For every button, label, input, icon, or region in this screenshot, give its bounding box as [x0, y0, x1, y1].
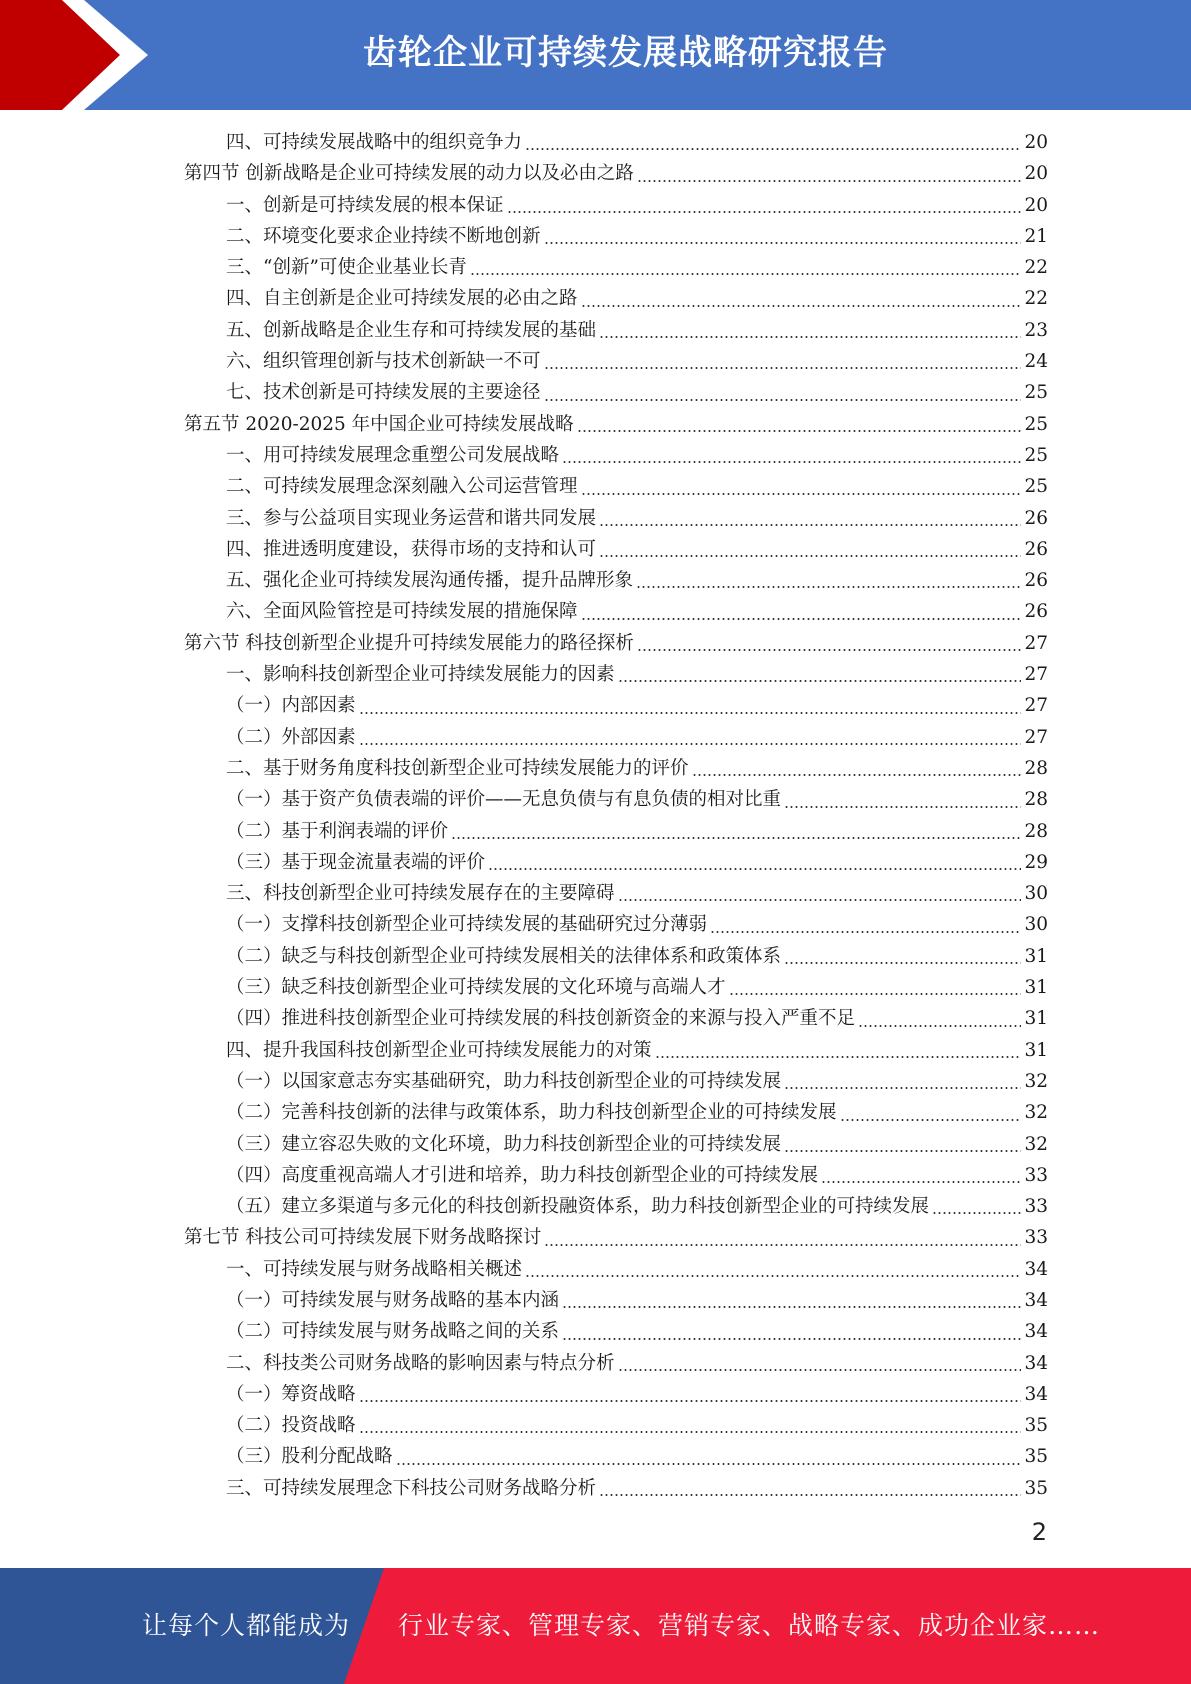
toc-entry-page: 31	[1024, 1039, 1048, 1061]
toc-entry-title: （一）内部因素	[226, 695, 356, 717]
toc-entry-page: 20	[1024, 163, 1048, 185]
toc-entry-title: （四）推进科技创新型企业可持续发展的科技创新资金的来源与投入严重不足	[226, 1008, 856, 1030]
toc-dot-leader	[544, 366, 1022, 370]
toc-entry-page: 27	[1024, 664, 1048, 686]
toc-dot-leader	[932, 1211, 1021, 1215]
toc-dot-leader	[599, 554, 1021, 558]
toc-entry-title: （三）缺乏科技创新型企业可持续发展的文化环境与高端人才	[226, 977, 726, 999]
toc-dot-leader	[507, 210, 1022, 214]
toc-entry-page: 29	[1024, 851, 1048, 873]
toc-entry-title: 四、自主创新是企业可持续发展的必由之路	[226, 288, 578, 310]
toc-entry-page: 34	[1024, 1352, 1048, 1374]
toc-entry-page: 20	[1024, 132, 1048, 153]
toc-entry-page: 32	[1024, 1070, 1048, 1092]
toc-dot-leader	[599, 1493, 1021, 1497]
toc-dot-leader	[692, 773, 1022, 777]
toc-entry-title: 六、全面风险管控是可持续发展的措施保障	[226, 601, 578, 623]
toc-dot-leader	[577, 429, 1022, 433]
toc-dot-leader	[858, 1024, 1021, 1028]
toc-entry[interactable]	[184, 1129, 1048, 1160]
toc-entry[interactable]	[184, 190, 1048, 221]
toc-entry-title: 六、组织管理创新与技术创新缺一不可	[226, 351, 541, 373]
toc-entry-title: 二、可持续发展理念深刻融入公司运营管理	[226, 476, 578, 498]
footer-slogan-left: 让每个人都能成为	[142, 1611, 351, 1640]
toc-entry[interactable]	[184, 1410, 1048, 1441]
toc-entry-page: 25	[1024, 444, 1048, 466]
toc-entry-page: 27	[1024, 695, 1048, 717]
toc-entry[interactable]	[184, 1160, 1048, 1191]
toc-entry[interactable]	[184, 409, 1048, 440]
toc-entry-title: （一）以国家意志夯实基础研究，助力科技创新型企业的可持续发展	[226, 1070, 782, 1092]
toc-entry[interactable]	[184, 1003, 1048, 1034]
toc-entry[interactable]	[184, 878, 1048, 909]
toc-dot-leader	[655, 1055, 1022, 1059]
toc-dot-leader	[525, 147, 1021, 151]
toc-entry[interactable]	[184, 127, 1048, 158]
toc-entry-title: （一）筹资战略	[226, 1383, 356, 1405]
toc-entry-page: 30	[1024, 883, 1048, 905]
toc-entry[interactable]	[184, 503, 1048, 534]
toc-dot-leader	[544, 398, 1022, 402]
toc-entry-title: 第四节 创新战略是企业可持续发展的动力以及必由之路	[184, 163, 634, 185]
toc-dot-leader	[784, 805, 1021, 809]
toc-entry[interactable]	[184, 377, 1048, 408]
toc-dot-leader	[581, 492, 1022, 496]
toc-dot-leader	[599, 523, 1021, 527]
toc-entry[interactable]	[184, 534, 1048, 565]
toc-entry-title: 七、技术创新是可持续发展的主要途径	[226, 382, 541, 404]
toc-entry[interactable]	[184, 158, 1048, 189]
toc-entry-title: 四、推进透明度建设，获得市场的支持和认可	[226, 538, 597, 560]
toc-entry-title: （二）可持续发展与财务战略之间的关系	[226, 1321, 560, 1343]
toc-entry-title: 四、可持续发展战略中的组织竞争力	[226, 132, 523, 153]
toc-entry-page: 25	[1024, 476, 1048, 498]
toc-entry-page: 33	[1024, 1164, 1048, 1186]
toc-entry[interactable]	[184, 1066, 1048, 1097]
toc-dot-leader	[359, 1399, 1022, 1403]
toc-entry-page: 26	[1024, 601, 1048, 623]
toc-entry[interactable]	[184, 722, 1048, 753]
toc-entry-page: 30	[1024, 914, 1048, 936]
toc-entry[interactable]	[184, 440, 1048, 471]
toc-entry[interactable]	[184, 565, 1048, 596]
toc-entry[interactable]	[184, 221, 1048, 252]
toc-entry-page: 22	[1024, 288, 1048, 310]
toc-entry-title: 四、提升我国科技创新型企业可持续发展能力的对策	[226, 1039, 652, 1061]
toc-entry[interactable]	[184, 346, 1048, 377]
toc-entry-title: 三、参与公益项目实现业务运营和谐共同发展	[226, 507, 597, 529]
toc-dot-leader	[618, 1368, 1022, 1372]
toc-entry-page: 35	[1024, 1415, 1048, 1437]
toc-entry[interactable]	[184, 1191, 1048, 1222]
toc-entry[interactable]	[184, 816, 1048, 847]
toc-dot-leader	[470, 272, 1022, 276]
toc-entry-title: 一、可持续发展与财务战略相关概述	[226, 1258, 523, 1280]
footer-slogan-right: 行业专家、管理专家、营销专家、战略专家、成功企业家……	[398, 1611, 1101, 1640]
toc-dot-leader	[488, 867, 1021, 871]
toc-entry-title: 三、科技创新型企业可持续发展存在的主要障碍	[226, 883, 615, 905]
toc-entry-title: （一）基于资产负债表端的评价——无息负债与有息负债的相对比重	[226, 789, 782, 811]
toc-entry[interactable]	[184, 1379, 1048, 1410]
toc-entry-page: 27	[1024, 632, 1048, 654]
toc-entry[interactable]	[184, 847, 1048, 878]
toc-dot-leader	[451, 836, 1021, 840]
toc-entry-page: 32	[1024, 1133, 1048, 1155]
toc-entry[interactable]	[184, 1097, 1048, 1128]
toc-entry[interactable]	[184, 784, 1048, 815]
toc-entry[interactable]	[184, 1316, 1048, 1347]
toc-entry-page: 35	[1024, 1446, 1048, 1468]
toc-entry-title: 第七节 科技公司可持续发展下财务战略探讨	[184, 1227, 542, 1249]
toc-entry-title: （二）外部因素	[226, 726, 356, 748]
toc-entry[interactable]	[184, 909, 1048, 940]
toc-entry-title: （一）支撑科技创新型企业可持续发展的基础研究过分薄弱	[226, 914, 708, 936]
toc-entry-page: 34	[1024, 1321, 1048, 1343]
toc-entry-page: 35	[1024, 1477, 1048, 1499]
toc-entry-title: 一、用可持续发展理念重塑公司发展战略	[226, 444, 560, 466]
toc-dot-leader	[581, 617, 1022, 621]
toc-entry[interactable]	[184, 1035, 1048, 1066]
toc-entry[interactable]	[184, 1348, 1048, 1379]
page-header	[0, 0, 1191, 110]
toc-dot-leader	[637, 179, 1022, 183]
toc-entry-page: 31	[1024, 1008, 1048, 1030]
toc-entry[interactable]	[184, 941, 1048, 972]
toc-dot-leader	[359, 711, 1022, 715]
toc-entry[interactable]	[184, 471, 1048, 502]
toc-dot-leader	[840, 1118, 1022, 1122]
toc-entry[interactable]	[184, 596, 1048, 627]
toc-entry-title: 二、科技类公司财务战略的影响因素与特点分析	[226, 1352, 615, 1374]
toc-entry-page: 28	[1024, 789, 1048, 811]
toc-entry[interactable]	[184, 315, 1048, 346]
toc-entry-title: （二）基于利润表端的评价	[226, 820, 449, 842]
toc-dot-leader	[599, 335, 1021, 339]
toc-entry-title: （五）建立多渠道与多元化的科技创新投融资体系，助力科技创新型企业的可持续发展	[226, 1196, 930, 1218]
toc-entry-page: 28	[1024, 757, 1048, 779]
toc-dot-leader	[784, 1086, 1021, 1090]
toc-entry-page: 26	[1024, 538, 1048, 560]
toc-entry-title: （四）高度重视高端人才引进和培养，助力科技创新型企业的可持续发展	[226, 1164, 819, 1186]
toc-dot-leader	[359, 1430, 1022, 1434]
toc-entry-page: 20	[1024, 194, 1048, 216]
toc-entry-title: 一、影响科技创新型企业可持续发展能力的因素	[226, 664, 615, 686]
toc-entry-title: （三）股利分配战略	[226, 1446, 393, 1468]
toc-dot-leader	[784, 961, 1021, 965]
toc-dot-leader	[637, 648, 1022, 652]
toc-entry-page: 26	[1024, 570, 1048, 592]
toc-entry-page: 31	[1024, 977, 1048, 999]
toc-entry-page: 23	[1024, 319, 1048, 341]
toc-entry-page: 21	[1024, 225, 1048, 247]
toc-entry[interactable]	[184, 690, 1048, 721]
toc-entry[interactable]	[184, 252, 1048, 283]
toc-entry-page: 26	[1024, 507, 1048, 529]
toc-entry[interactable]	[184, 1285, 1048, 1316]
toc-dot-leader	[636, 585, 1021, 589]
toc-entry-page: 24	[1024, 351, 1048, 373]
toc-dot-leader	[562, 460, 1021, 464]
toc-dot-leader	[544, 241, 1022, 245]
toc-entry-title: （三）基于现金流量表端的评价	[226, 851, 486, 873]
table-of-contents	[184, 127, 1048, 1504]
toc-entry[interactable]	[184, 753, 1048, 784]
toc-entry-title: 三、“创新”可使企业基业长青	[226, 257, 467, 279]
toc-entry-page: 34	[1024, 1289, 1048, 1311]
toc-entry-page: 34	[1024, 1258, 1048, 1280]
toc-entry[interactable]	[184, 972, 1048, 1003]
toc-entry-title: （二）投资战略	[226, 1415, 356, 1437]
toc-entry-page: 32	[1024, 1102, 1048, 1124]
toc-entry-page: 33	[1024, 1196, 1048, 1218]
toc-entry-page: 27	[1024, 726, 1048, 748]
toc-entry[interactable]	[184, 1222, 1048, 1253]
toc-entry[interactable]	[184, 1254, 1048, 1285]
toc-entry-title: （二）完善科技创新的法律与政策体系，助力科技创新型企业的可持续发展	[226, 1102, 837, 1124]
toc-dot-leader	[710, 930, 1021, 934]
toc-entry[interactable]	[184, 628, 1048, 659]
toc-entry-page: 34	[1024, 1383, 1048, 1405]
toc-dot-leader	[359, 742, 1022, 746]
toc-entry-page: 28	[1024, 820, 1048, 842]
toc-entry-title: 二、基于财务角度科技创新型企业可持续发展能力的评价	[226, 757, 689, 779]
toc-entry-title: 第六节 科技创新型企业提升可持续发展能力的路径探析	[184, 632, 634, 654]
toc-dot-leader	[544, 1243, 1021, 1247]
toc-dot-leader	[562, 1337, 1021, 1341]
toc-dot-leader	[525, 1274, 1021, 1278]
toc-entry-title: （三）建立容忍失败的文化环境，助力科技创新型企业的可持续发展	[226, 1133, 782, 1155]
toc-dot-leader	[562, 1305, 1021, 1309]
toc-entry-title: 五、强化企业可持续发展沟通传播，提升品牌形象	[226, 570, 634, 592]
toc-entry[interactable]	[184, 1441, 1048, 1472]
toc-dot-leader	[784, 1149, 1021, 1153]
toc-entry-page: 33	[1024, 1227, 1048, 1249]
toc-entry[interactable]	[184, 1473, 1048, 1504]
toc-dot-leader	[396, 1462, 1022, 1466]
page-number: 2	[1031, 1518, 1047, 1546]
toc-dot-leader	[618, 679, 1022, 683]
toc-entry-title: 三、可持续发展理念下科技公司财务战略分析	[226, 1477, 597, 1499]
toc-entry-title: （二）缺乏与科技创新型企业可持续发展相关的法律体系和政策体系	[226, 945, 782, 967]
toc-entry-title: 第五节 2020-2025 年中国企业可持续发展战略	[184, 413, 574, 435]
toc-entry-page: 31	[1024, 945, 1048, 967]
toc-entry-title: 二、环境变化要求企业持续不断地创新	[226, 225, 541, 247]
toc-entry-page: 25	[1024, 382, 1048, 404]
toc-entry-title: 五、创新战略是企业生存和可持续发展的基础	[226, 319, 597, 341]
toc-entry-title: （一）可持续发展与财务战略的基本内涵	[226, 1289, 560, 1311]
toc-entry-title: 一、创新是可持续发展的根本保证	[226, 194, 504, 216]
toc-entry-page: 22	[1024, 257, 1048, 279]
toc-entry-page: 25	[1024, 413, 1048, 435]
toc-entry[interactable]	[184, 659, 1048, 690]
toc-entry[interactable]	[184, 283, 1048, 314]
toc-dot-leader	[729, 992, 1022, 996]
toc-dot-leader	[581, 304, 1022, 308]
report-title: 齿轮企业可持续发展战略研究报告	[363, 33, 888, 73]
page-footer	[0, 1568, 1191, 1684]
toc-dot-leader	[618, 898, 1022, 902]
toc-dot-leader	[821, 1180, 1021, 1184]
